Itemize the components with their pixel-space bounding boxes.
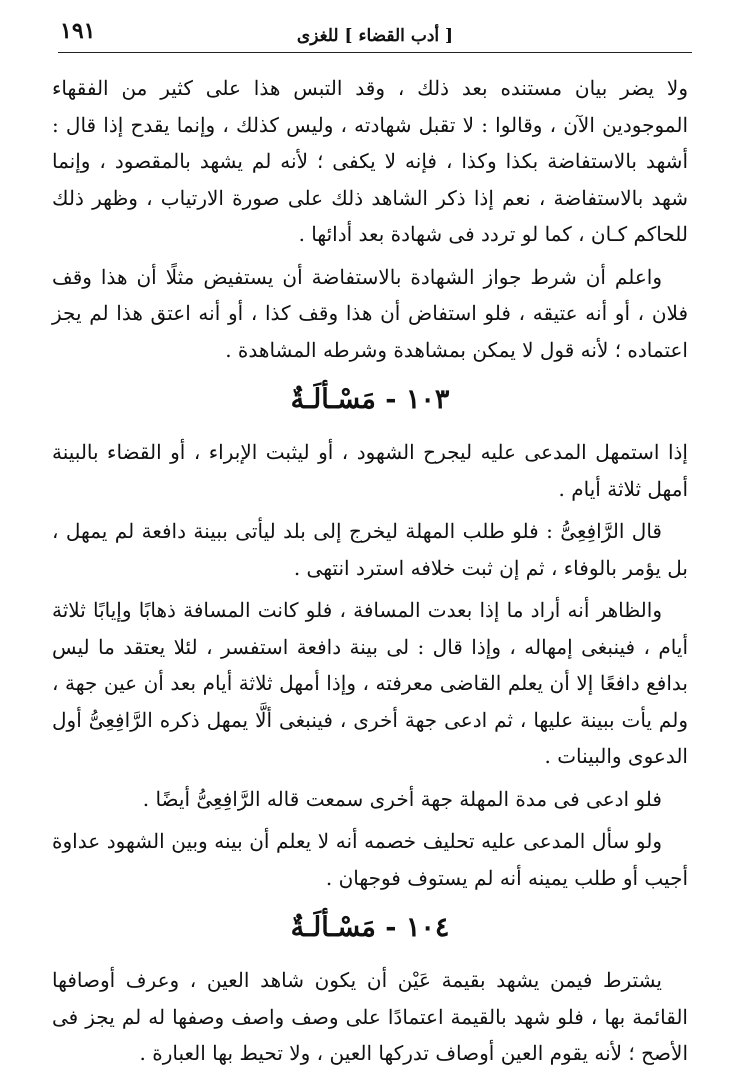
paragraph: ولو سأل المدعى عليه تحليف خصمه أنه لا يعلم أن بينه وبين الشهود عداوة أجيب أو طلب يمينه أنه لم يستوف فوجهان . (52, 829, 688, 890)
paragraph: والظاهر أنه أراد ما إذا بعدت المسافة ، فلو كانت المسافة ذهابًا وإيابًا ثلاثة أيام ، فينبغى إمهاله ، وإذا قال : لى بينة دافعة استفسر ، لئلا يعتقد ما ليس بدافع دافعًا إلا أن يعلم القاضى معرفته ، وإذا أمهل ثلاثة أيام بعد أن عين جهة ، ولم يأت ببينة عليها ، ثم ادعى جهة أخرى ، فينبغى ألَّا يمهل ذكره الرَّافِعِىُّ أول الدعوى والبينات . (52, 598, 688, 768)
paragraph: قال الرَّافِعِىُّ : فلو طلب المهلة ليخرج إلى بلد ليأتى ببينة دافعة لم يمهل ، بل يؤمر بالوفاء ، ثم إن ثبت خلافه استرد انتهى . (52, 519, 688, 580)
page-body (52, 70, 688, 1072)
page-number: ١٩١ (60, 18, 96, 44)
page-header (60, 14, 690, 54)
section-heading: ١٠٣ - مَسْـألَـةٌ (290, 384, 450, 415)
paragraph: فلو ادعى فى مدة المهلة جهة أخرى سمعت قاله الرَّافِعِىُّ أيضًا . (142, 786, 662, 811)
section-heading: ١٠٤ - مَسْـألَـةٌ (290, 912, 450, 943)
paragraph: واعلم أن شرط جواز الشهادة بالاستفاضة أن يستفيض مثلًا أن هذا وقف فلان ، أو أنه عتيقه ، فلو استفاض أن هذا وقف كذا ، أو أنه اعتق هذا لم يجز اعتماده ؛ لأنه قول لا يمكن بمشاهدة وشرطه المشاهدة . (52, 264, 688, 362)
paragraph: يشترط فيمن يشهد بقيمة عَيْن أن يكون شاهد العين ، وعرف أوصافها القائمة بها ، فلو شهد بالقيمة اعتمادًا على وصف واصف وصفها له لم يجز فى الأصح ؛ لأنه يقوم العين أوصاف تدركها العين ، ولا تحيط بها العبارة . (52, 968, 688, 1065)
paragraph: ولا يضر بيان مستنده بعد ذلك ، وقد التبس هذا على كثير من الفقهاء الموجودين الآن ، وقالوا : لا تقبل شهادته ، وليس كذلك ، وإنما يقدح إذا قال : أشهد بالاستفاضة بكذا وكذا ، فإنه لا يكفى ؛ لأنه لم يشهد بالمقصود ، وإنما شهد بالاستفاضة ، نعم إذا ذكر الشاهد ذلك على صورة الارتياب ، وظهر ذلك للحاكم كـان ، كما لو تردد فى شهادة بعد أدائها . (52, 76, 688, 246)
running-title: [ أدب القضاء ] للغزى (296, 26, 454, 46)
paragraph: إذا استمهل المدعى عليه ليجرح الشهود ، أو ليثبت الإبراء ، أو القضاء بالبينة أمهل ثلاثة أيام . (52, 440, 688, 501)
header-rule (58, 52, 692, 53)
